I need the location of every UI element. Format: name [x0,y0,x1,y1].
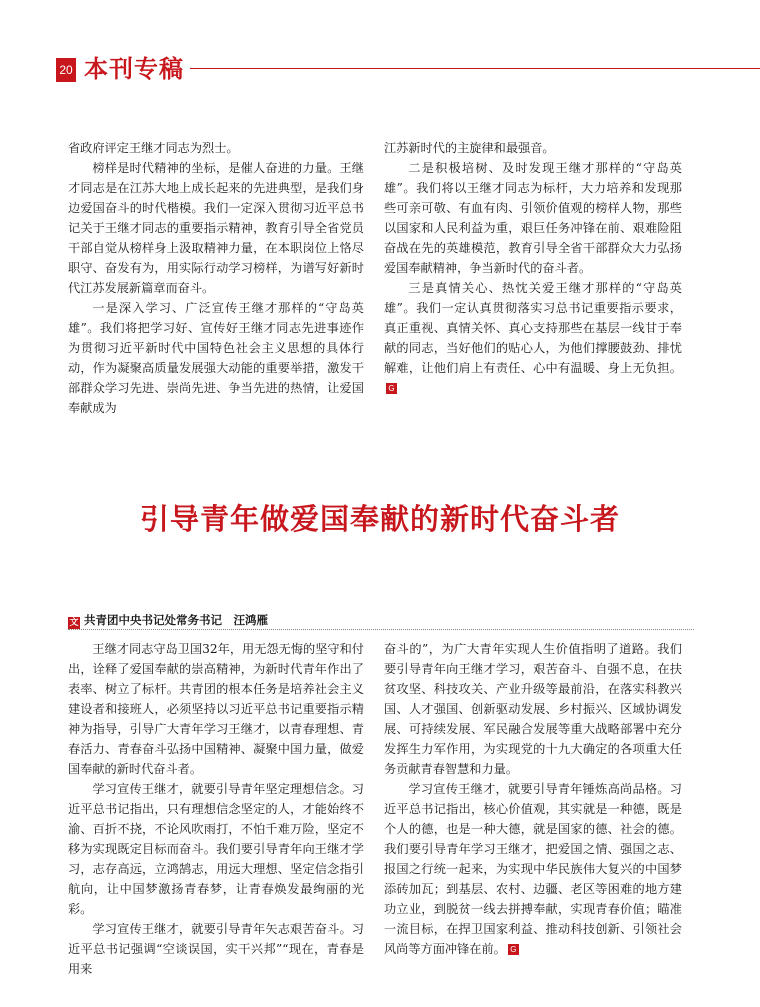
paragraph: 王继才同志守岛卫国32年，用无怨无悔的坚守和付出，诠释了爱国奉献的崇高精神，为新时代青年作出了表率、树立了标杆。共青团的根本任务是培养社会主义建设者和接班人，必须坚持以习近平总书记重要指示精神为指导，引导广大青年学习王继才，以青春理想、青春活力、青春奋斗弘扬中国精神、凝聚中国力量，做爱国奉献的新时代奋斗者。 [68,642,364,776]
paragraph: 江苏新时代的主旋律和最强音。 [384,141,555,155]
paragraph: 二是积极培树、及时发现王继才那样的“守岛英雄”。我们将以王继才同志为标杆，大力培养和发现那些可亲可敬、有血有肉、引领价值观的榜样人物，那些以国家和人民利益为重，艰巨任务冲锋在前、艰难险阻奋战在先的英雄模范，教育引导全省干部群众大力弘扬爱国奉献精神，争当新时代的奋斗者。 [384,161,682,275]
article-left-column [68,639,364,979]
page-number: 20 [56,58,76,82]
paragraph: 一是深入学习、广泛宣传王继才那样的“守岛英雄”。我们将把学习好、宣传好王继才同志先进事迹作为贯彻习近平新时代中国特色社会主义思想的具体行动，作为凝聚高质量发展强大动能的重要举措，激发干部群众学习先进、崇尚先进、争当先进的热情，让爱国奉献成为 [68,301,364,415]
byline-icon: 文 [69,618,79,628]
paragraph: 省政府评定王继才同志为烈士。 [68,141,239,155]
paragraph: 奋斗的”，为广大青年实现人生价值指明了道路。我们要引导青年向王继才学习，艰苦奋斗、自强不息，在扶贫攻坚、科技攻关、产业升级等最前沿，在落实科教兴国、人才强国、创新驱动发展、乡村振兴、区域协调发展、可持续发展、军民融合发展等重大战略部署中充分发挥生力军作用，为实现党的十九大确定的各项重大任务贡献青春智慧和力量。 [384,642,682,776]
paragraph: 榜样是时代精神的坐标，是催人奋进的力量。王继才同志是在江苏大地上成长起来的先进典型，是我们身边爱国奋斗的时代楷模。我们一定深入贯彻习近平总书记关于王继才同志的重要指示精神，教育引导全省党员干部自觉从榜样身上汲取精神力量，在本职岗位上恪尽职守、奋发有为，用实际行动学习榜样，为谱写好新时代江苏发展新篇章而奋斗。 [68,161,364,295]
byline [68,612,268,629]
article-title: 引导青年做爱国奉献的新时代奋斗者 [139,502,620,536]
top-article-right-column [384,138,682,398]
paragraph: 学习宣传王继才，就要引导青年坚定理想信念。习近平总书记指出，只有理想信念坚定的人，才能始终不渝、百折不挠，不论风吹雨打，不怕千难万险，坚定不移为实现既定目标而奋斗。我们要引导青年向王继才学习，志存高远，立鸿鹄志，用远大理想、坚定信念指引航向，让中国梦激扬青春梦，让青春焕发最绚丽的光彩。 [68,782,364,916]
header-divider [190,68,760,69]
end-of-article-icon: G [508,944,519,955]
paragraph: 学习宣传王继才，就要引导青年矢志艰苦奋斗。习近平总书记强调“空谈误国，实干兴邦”“现在，青春是用来 [68,922,364,976]
byline-text: 共青团中央书记处常务书记 汪鸿雁 [84,613,268,627]
top-article-left-column [68,138,364,418]
end-of-article-icon: G [386,383,397,394]
paragraph [384,278,682,398]
paragraph [384,779,682,959]
byline-divider [68,629,694,630]
page-header [0,0,760,100]
article-right-column [384,639,682,959]
paragraph-text: 三是真情关心、热忱关爱王继才那样的“守岛英雄”。我们一定认真贯彻落实习总书记重要指示要求，真正重视、真情关怀、真心支持那些在基层一线甘于奉献的同志，当好他们的贴心人，为他们撑腰鼓劲、排忧解难，让他们肩上有责任、心中有温暖、身上无负担。 [384,281,682,375]
section-title: 本刊专稿 [84,55,184,83]
paragraph-text: 学习宣传王继才，就要引导青年锤炼高尚品格。习近平总书记指出，核心价值观，其实就是一种德，既是个人的德，也是一种大德，就是国家的德、社会的德。我们要引导青年学习王继才，把爱国之情、强国之志、报国之行统一起来，为实现中华民族伟大复兴的中国梦添砖加瓦；到基层、农村、边疆、老区等困难的地方建功立业，到脱贫一线去拼搏奉献，实现青春价值；瞄准一流目标，在捍卫国家利益、推动科技创新、引领社会风尚等方面冲锋在前。 [384,782,682,956]
